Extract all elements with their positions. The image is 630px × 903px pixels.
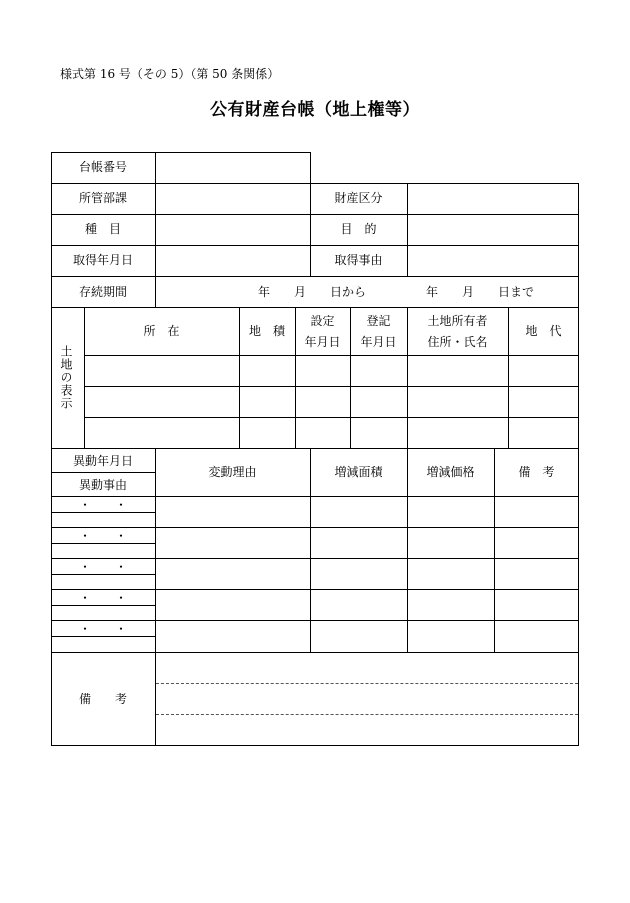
change-date-header: 異動年月日 <box>72 454 133 468</box>
notes-field[interactable] <box>156 653 578 745</box>
purpose-field[interactable] <box>408 215 578 244</box>
acquisition-date-field[interactable] <box>156 246 309 275</box>
change-date-cell[interactable]: ・ ・ <box>78 498 127 512</box>
dept-field[interactable] <box>156 184 309 213</box>
land-section-label: 土地の表示 <box>59 345 73 410</box>
area-header: 地 積 <box>248 324 285 338</box>
land-owner-header: 土地所有者 <box>427 314 488 328</box>
change-date-cell[interactable]: ・ ・ <box>78 529 127 543</box>
set-date-header-2: 年月日 <box>304 335 341 349</box>
set-date-header: 設定 <box>310 314 335 328</box>
change-reason-header: 異動事由 <box>78 478 127 492</box>
variation-reason-header: 変動理由 <box>208 465 257 479</box>
purpose-label: 目 的 <box>340 222 377 236</box>
acquisition-date-label: 取得年月日 <box>72 253 133 267</box>
form-number-label: 様式第 16 号（その 5）（第 50 条関係） <box>60 67 280 81</box>
change-date-cell[interactable]: ・ ・ <box>78 591 127 605</box>
acquisition-reason-label: 取得事由 <box>334 253 383 267</box>
area-change-header: 増減面積 <box>334 465 383 479</box>
duration-label: 存続期間 <box>78 285 127 299</box>
ledger-number-label: 台帳番号 <box>78 160 127 174</box>
ledger-number-field[interactable] <box>156 153 310 183</box>
document-title: 公有財産台帳（地上権等） <box>210 100 420 120</box>
property-class-label: 財産区分 <box>334 191 383 205</box>
registration-date-header: 登記 <box>366 314 391 328</box>
value-change-header: 増減価格 <box>426 465 475 479</box>
kind-label: 種 目 <box>84 222 121 236</box>
land-owner-header-2: 住所・氏名 <box>427 335 488 349</box>
kind-field[interactable] <box>156 215 309 244</box>
duration-text[interactable]: 年 月 日から 年 月 日まで <box>258 285 535 299</box>
notes-label: 備 考 <box>78 692 127 706</box>
property-class-field[interactable] <box>408 184 578 213</box>
location-header: 所 在 <box>143 324 180 338</box>
remarks-header: 備 考 <box>518 465 555 479</box>
dept-label: 所管部課 <box>78 191 127 205</box>
registration-date-header-2: 年月日 <box>360 335 397 349</box>
change-date-cell[interactable]: ・ ・ <box>78 560 127 574</box>
rent-header: 地 代 <box>525 324 562 338</box>
acquisition-reason-field[interactable] <box>408 246 578 275</box>
change-date-cell[interactable]: ・ ・ <box>78 622 127 636</box>
